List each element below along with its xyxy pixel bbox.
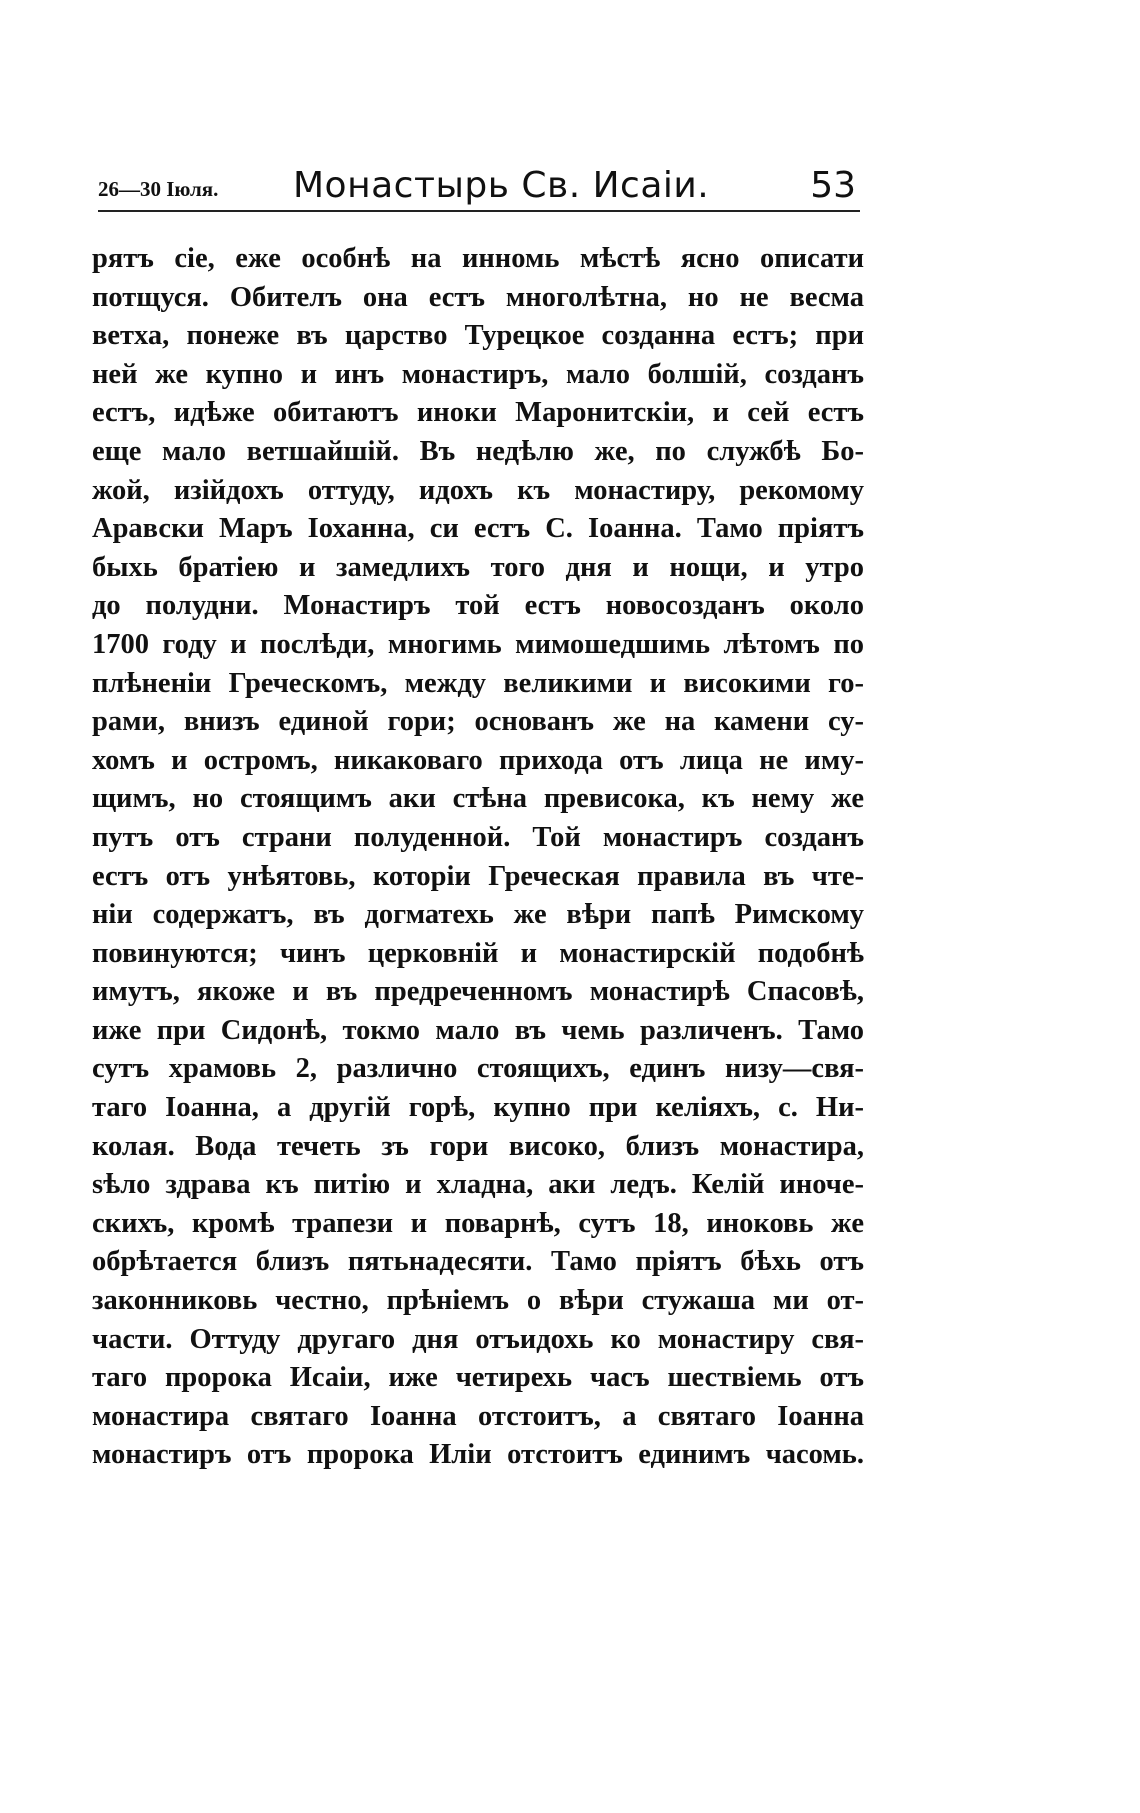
text-line: имутъ, якоже и въ предреченномъ монастирѣ Спасовѣ, [92, 976, 864, 1008]
text-line: плѣненіи Греческомъ, между великими и високими го- [92, 667, 864, 699]
text-line: сутъ храмовь 2, различно стоящихъ, единъ низу—свя- [92, 1053, 864, 1085]
text-line: части. Оттуду другаго дня отъидохь ко монастиру свя- [92, 1323, 864, 1355]
text-line: иже при Сидонѣ, токмо мало въ чемь различенъ. Тамо [92, 1014, 864, 1046]
text-line: естъ, идѣже обитаютъ иноки Маронитскіи, и сей естъ [92, 397, 864, 429]
text-line: естъ отъ унѣятовь, которіи Греческая правила въ чте- [92, 860, 864, 892]
text-line: Аравски Маръ Іоханна, си естъ С. Іоанна. Тамо пріятъ [92, 513, 864, 545]
text-line: таго пророка Исаіи, иже четирехь часъ шествіемь отъ [92, 1362, 864, 1394]
text-line: рятъ сіе, еже особнѣ на инномь мѣстѣ ясно описати [92, 243, 864, 274]
text-line: рами, внизъ единой гори; основанъ же на камени су- [92, 706, 864, 738]
text-line: 1700 году и послѣди, многимь мимошедшимь лѣтомъ по [92, 628, 864, 660]
text-line: монастира святаго Іоанна отстоитъ, а святаго Іоанна [92, 1400, 864, 1432]
text-line: путъ отъ страни полуденной. Той монастиръ созданъ [92, 821, 864, 853]
page-number: 53 [810, 165, 856, 206]
text-line: щимъ, но стоящимъ аки стѣна превисока, къ нему же [92, 783, 864, 815]
running-header [98, 160, 860, 212]
body-text [92, 240, 864, 1475]
text-line: быхь братіею и замедлихъ того дня и нощи, и утро [92, 551, 864, 583]
text-line: потщуся. Обителъ она естъ многолѣтна, но не весма [92, 281, 864, 313]
header-date: 26—30 Іюля. [98, 177, 219, 201]
text-line: ней же купно и инъ монастиръ, мало болшій, созданъ [92, 358, 864, 390]
text-line: еще мало ветшайшій. Въ недѣлю же, по службѣ Бо- [92, 435, 864, 467]
text-line: жой, изійдохъ оттуду, идохъ къ монастиру, рекомому [92, 474, 864, 506]
text-line: до полудни. Монастиръ той естъ новосозданъ около [92, 590, 864, 622]
text-line: скихъ, кромѣ трапези и поварнѣ, сутъ 18, иноковь же [92, 1207, 864, 1239]
text-line: обрѣтается близъ пятьнадесяти. Тамо пріятъ бѣхь отъ [92, 1246, 864, 1278]
text-line: хомъ и остромъ, никаковаго прихода отъ лица не иму- [92, 744, 864, 776]
text-line: ніи содержатъ, въ догматехь же вѣри папѣ Римскому [92, 899, 864, 931]
text-line: ветха, понеже въ царство Турецкое созданна естъ; при [92, 320, 864, 352]
text-line: законниковь честно, прѣніемъ о вѣри стужаша ми от- [92, 1285, 864, 1317]
text-line: колая. Вода течеть зъ гори високо, близъ монастира, [92, 1130, 864, 1162]
header-title: Монастырь Св. Исаіи. [293, 165, 710, 206]
text-line: повинуются; чинъ церковній и монастирскій подобнѣ [92, 937, 864, 969]
text-line: таго Іоанна, а другій горѣ, купно при келіяхъ, с. Ни- [92, 1092, 864, 1124]
text-line: монастиръ отъ пророка Иліи отстоитъ единимъ часомь. [92, 1439, 864, 1471]
text-line: ѕѣло здрава къ питію и хладна, аки ледъ. Келій иноче- [92, 1169, 864, 1201]
